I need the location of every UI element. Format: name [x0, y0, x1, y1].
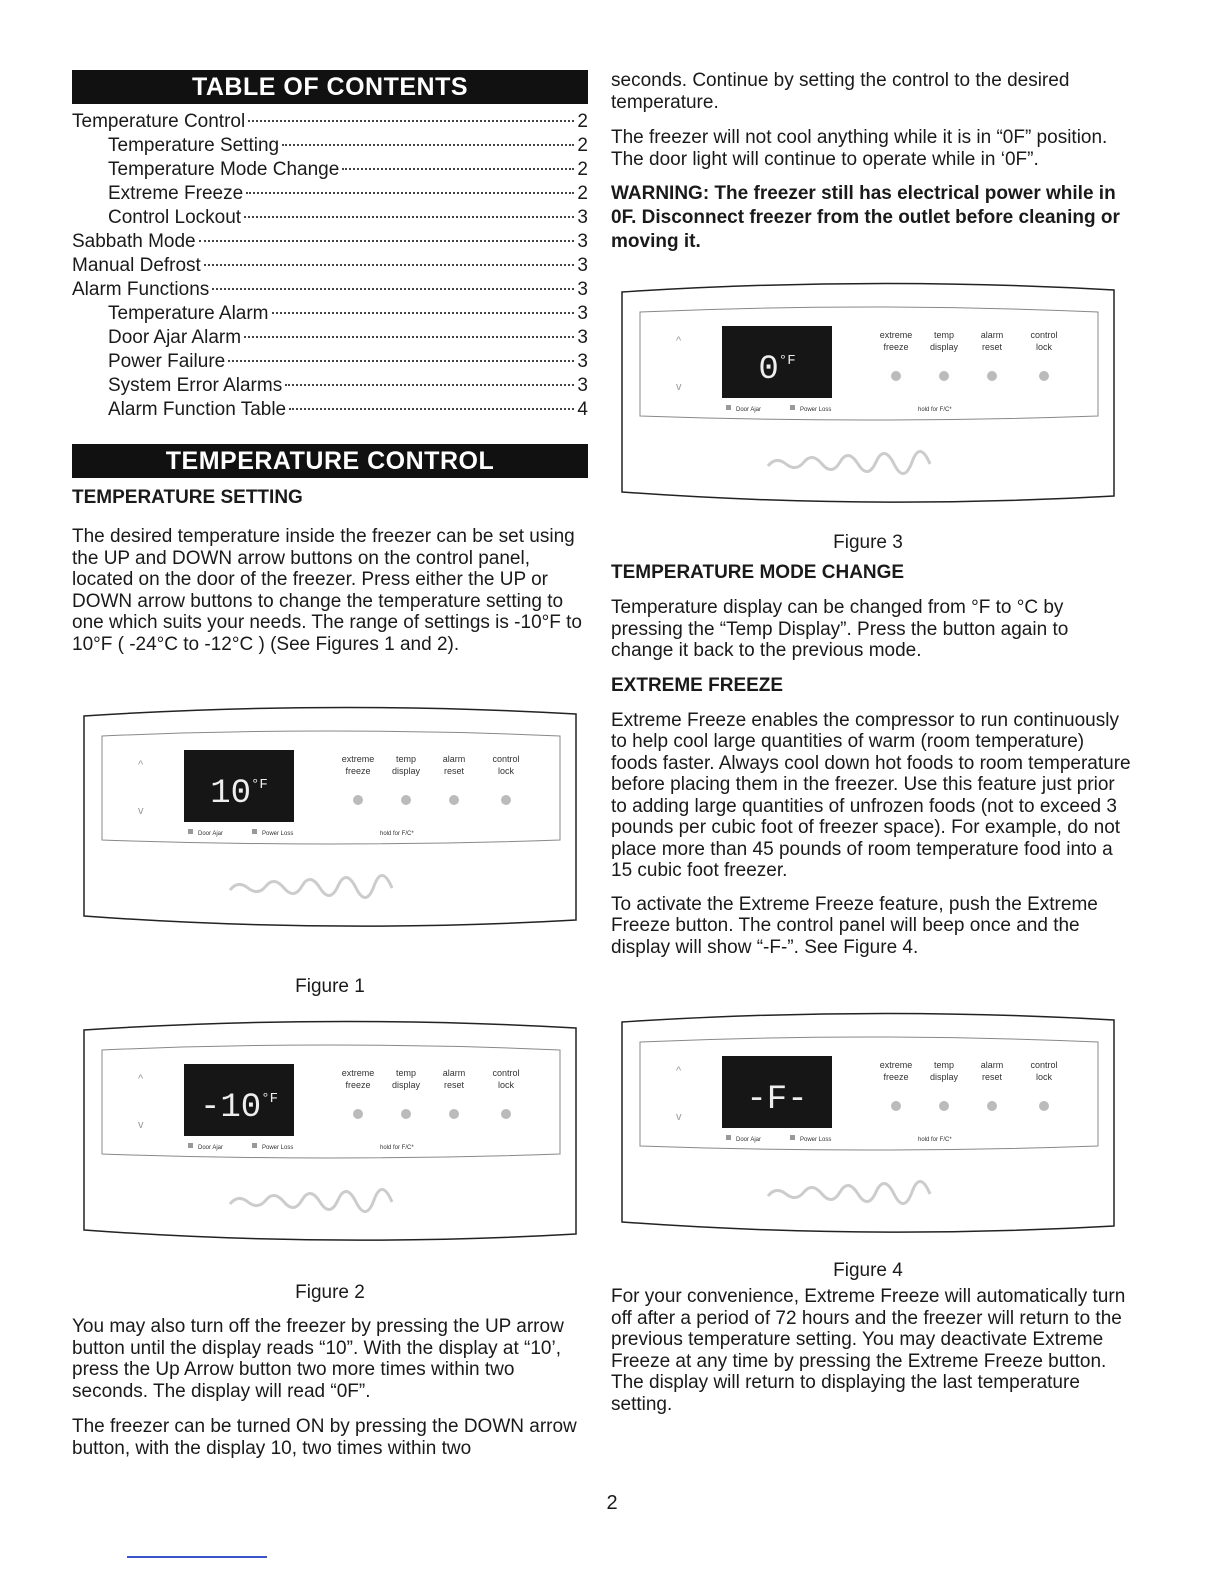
control-lock-button-label[interactable]: lock [1035, 1072, 1053, 1082]
toc-page: 2 [577, 135, 588, 156]
toc-leader [246, 192, 574, 194]
toc-page: 3 [577, 255, 588, 276]
toc-leader [342, 168, 574, 170]
temperature-setting-text: The desired temperature inside the freezer can be set using the UP and DOWN arrow buttons on the control panel, located on the door of the freezer. Press either the UP or DOWN arrow buttons to change the temperature setting to one which suits your needs. The range of settings is -10°F to 10°F ( -24°C to -12°C ) (See Figures 1 and 2). [72, 526, 582, 655]
toc-page: 2 [577, 111, 588, 132]
control-lock-button-label[interactable]: lock [497, 1080, 515, 1090]
extreme-freeze-heading: EXTREME FREEZE [611, 674, 784, 696]
toc-page: 3 [577, 207, 588, 228]
toc-leader [199, 240, 575, 242]
toc-label: Temperature Alarm [108, 303, 269, 324]
continue-text: seconds. Continue by setting the control to the desired temperature. [611, 70, 1070, 113]
toc-leader [282, 144, 574, 146]
power-loss-indicator: Power Loss [800, 407, 832, 413]
toc-page: 2 [577, 183, 588, 204]
extreme-freeze-button-label[interactable]: freeze [883, 1072, 909, 1082]
door-ajar-indicator: Door Ajar [736, 407, 762, 413]
toc-item[interactable] [72, 350, 588, 374]
toc-page: 3 [577, 327, 588, 348]
toc-leader [285, 384, 574, 386]
control-lock-button-label[interactable]: control [1030, 330, 1058, 340]
section-title-temperature-control: TEMPERATURE CONTROL [72, 444, 588, 478]
up-arrow-icon[interactable]: ^ [676, 335, 682, 347]
extreme-freeze-button-label[interactable]: extreme [341, 754, 375, 764]
toc-label: Temperature Mode Change [108, 159, 340, 180]
temp-display-button-label[interactable]: display [929, 342, 959, 352]
display-value: 10 [210, 775, 251, 813]
toc-label: Control Lockout [108, 207, 242, 228]
toc-label: Alarm Functions [72, 279, 210, 300]
toc-page: 2 [577, 159, 588, 180]
extreme-freeze-button-label[interactable]: freeze [345, 1080, 371, 1090]
panel-body [622, 283, 1114, 502]
toc-leader [272, 312, 575, 314]
panel-body [84, 1021, 576, 1240]
toc-leader [212, 288, 574, 290]
toc-list [72, 110, 588, 422]
alarm-reset-button-label[interactable]: reset [981, 342, 1003, 352]
toc-label: System Error Alarms [108, 375, 283, 396]
toc-leader [244, 216, 574, 218]
toc-item[interactable] [72, 182, 588, 206]
control-lock-button-label[interactable]: control [492, 1068, 520, 1078]
control-panel-illustration [80, 702, 580, 964]
control-lock-button-label[interactable]: control [492, 754, 520, 764]
display-readout [746, 1081, 807, 1119]
toc-item[interactable] [72, 302, 588, 326]
display-unit: °F [261, 1091, 279, 1107]
temp-display-button-label[interactable]: temp [395, 1068, 417, 1078]
extreme-freeze-button-label[interactable]: extreme [341, 1068, 375, 1078]
extreme-freeze-button-label[interactable]: freeze [883, 342, 909, 352]
warning-text: WARNING: The freezer still has electrical power while in 0F. Disconnect freezer from the outlet before cleaning or moving it. [611, 183, 1120, 252]
hold-label: hold for F/C* [380, 831, 414, 837]
alarm-reset-button-label[interactable]: reset [443, 766, 465, 776]
extreme-freeze-button-label[interactable]: extreme [879, 330, 913, 340]
temp-display-button-label[interactable]: temp [933, 330, 955, 340]
control-lock-button-label[interactable]: control [1030, 1060, 1058, 1070]
toc-label: Sabbath Mode [72, 231, 196, 252]
toc-page: 3 [577, 231, 588, 252]
door-ajar-indicator: Door Ajar [198, 831, 224, 837]
off-text: The freezer will not cool anything while it is in “0F” position. The door light will continue to operate while in ‘0F”. [611, 127, 1108, 170]
right-lower-text [611, 1286, 1131, 1415]
power-loss-indicator: Power Loss [262, 831, 294, 837]
toc-page: 3 [577, 279, 588, 300]
toc-leader [204, 264, 575, 266]
figure-2 [80, 1016, 580, 1303]
door-ajar-indicator: Door Ajar [198, 1145, 224, 1151]
temperature-setting-heading: TEMPERATURE SETTING [72, 487, 303, 508]
left-lower-text [72, 1316, 588, 1459]
down-arrow-icon[interactable]: v [138, 1119, 144, 1131]
door-ajar-indicator: Door Ajar [736, 1137, 762, 1143]
extreme-freeze-text-2: To activate the Extreme Freeze feature, push the Extreme Freeze button. The control panel will beep once and the display will show “-F-”. See Figure 4. [611, 893, 1098, 958]
toc-item[interactable] [72, 398, 588, 422]
toc-item[interactable] [72, 206, 588, 230]
figure-caption: Figure 3 [833, 532, 903, 553]
control-lock-button-label[interactable]: lock [497, 766, 515, 776]
temp-display-button-label[interactable]: display [391, 766, 421, 776]
temp-display-button-label[interactable]: temp [933, 1060, 955, 1070]
toc-leader [248, 120, 574, 122]
down-arrow-icon[interactable]: v [138, 805, 144, 817]
toc-item[interactable] [72, 278, 588, 302]
figure-1 [80, 702, 580, 997]
toc-page: 3 [577, 375, 588, 396]
control-panel-illustration [80, 1016, 580, 1278]
figure-caption: Figure 4 [833, 1260, 903, 1281]
control-lock-button-label[interactable]: lock [1035, 342, 1053, 352]
toc-item[interactable] [72, 254, 588, 278]
toc-page: 4 [577, 399, 588, 420]
turn-off-text: You may also turn off the freezer by pressing the UP arrow button until the display reads “10”. With the display at “10’, press the Up Arrow button two more times within two seconds. The display will read “0F”. [72, 1316, 564, 1402]
toc-item[interactable] [72, 110, 588, 134]
toc-leader [228, 360, 574, 362]
up-arrow-icon[interactable]: ^ [138, 1073, 144, 1085]
toc-item[interactable] [72, 326, 588, 350]
bottom-rule [127, 1556, 267, 1558]
toc-label: Door Ajar Alarm [108, 327, 242, 348]
toc-label: Temperature Control [72, 111, 246, 132]
up-arrow-icon[interactable]: ^ [676, 1065, 682, 1077]
alarm-reset-button-label[interactable]: alarm [442, 754, 466, 764]
temp-display-button-label[interactable]: display [391, 1080, 421, 1090]
panel-body [622, 1013, 1114, 1232]
toc-item[interactable] [72, 230, 588, 254]
toc-label: Extreme Freeze [108, 183, 244, 204]
right-middle-text [611, 561, 1131, 958]
toc-page: 3 [577, 303, 588, 324]
figure-caption: Figure 1 [295, 976, 365, 997]
page-number: 2 [606, 1492, 618, 1514]
control-panel-illustration [618, 278, 1118, 520]
toc-item[interactable] [72, 134, 588, 158]
alarm-reset-button-label[interactable]: alarm [980, 330, 1004, 340]
figure-4 [618, 1008, 1118, 1281]
power-loss-indicator: Power Loss [800, 1137, 832, 1143]
hold-label: hold for F/C* [918, 407, 952, 413]
toc-title: TABLE OF CONTENTS [72, 70, 588, 104]
alarm-reset-button-label[interactable]: reset [443, 1080, 465, 1090]
alarm-reset-button-label[interactable]: reset [981, 1072, 1003, 1082]
hold-label: hold for F/C* [918, 1137, 952, 1143]
right-column [611, 70, 1131, 254]
extreme-freeze-text-1: Extreme Freeze enables the compressor to run continuously to help cool large quantities of warm (room temperature) foods faster. Always cool down hot foods to room temperature before placing them in the freezer. Use this feature just prior to adding large quantities of unfrozen foods (not to exceed 3 pounds per cubic foot of freezer space). For example, do not place more than 45 pounds of room temperature food into a 15 cubic foot freezer. [611, 709, 1131, 881]
extreme-freeze-button-label[interactable]: freeze [345, 766, 371, 776]
extreme-freeze-text-3: For your convenience, Extreme Freeze will automatically turn off after a period of 72 hours and the freezer will return to the previous temperature setting. You may deactivate Extreme Freeze at any time by pressing the Extreme Freeze button. The display will return to displaying the last temperature setting. [611, 1286, 1126, 1415]
toc-label: Alarm Function Table [108, 399, 287, 420]
display-unit: °F [251, 777, 268, 793]
turn-on-text: The freezer can be turned ON by pressing the DOWN arrow button, with the display 10, two times within two [72, 1416, 577, 1459]
alarm-reset-button-label[interactable]: alarm [980, 1060, 1004, 1070]
down-arrow-icon[interactable]: v [676, 1111, 682, 1123]
panel-body [84, 707, 576, 926]
hold-label: hold for F/C* [380, 1145, 414, 1151]
toc-label: Temperature Setting [108, 135, 280, 156]
extreme-freeze-button-label[interactable]: extreme [879, 1060, 913, 1070]
display-unit: °F [778, 353, 796, 369]
toc-leader [289, 408, 574, 410]
toc-label: Power Failure [108, 351, 226, 372]
temp-display-button-label[interactable]: display [929, 1072, 959, 1082]
display-value: 0 [758, 351, 779, 389]
down-arrow-icon[interactable]: v [676, 381, 682, 393]
temp-display-button-label[interactable]: temp [395, 754, 417, 764]
figure-caption: Figure 2 [295, 1282, 365, 1303]
toc-leader [244, 336, 574, 338]
left-column [72, 70, 588, 666]
toc-label: Manual Defrost [72, 255, 201, 276]
power-loss-indicator: Power Loss [262, 1145, 294, 1151]
mode-change-text: Temperature display can be changed from °F to °C by pressing the “Temp Display”. Press the button again to change it back to the previous mode. [611, 597, 1069, 661]
mode-change-heading: TEMPERATURE MODE CHANGE [611, 562, 905, 583]
toc-page: 3 [577, 351, 588, 372]
figure-3 [618, 278, 1118, 553]
display-value: -F- [746, 1081, 808, 1119]
toc-item[interactable] [72, 158, 588, 182]
alarm-reset-button-label[interactable]: alarm [442, 1068, 466, 1078]
display-value: -10 [199, 1089, 262, 1127]
control-panel-illustration [618, 1008, 1118, 1250]
toc-item[interactable] [72, 374, 588, 398]
up-arrow-icon[interactable]: ^ [138, 759, 144, 771]
